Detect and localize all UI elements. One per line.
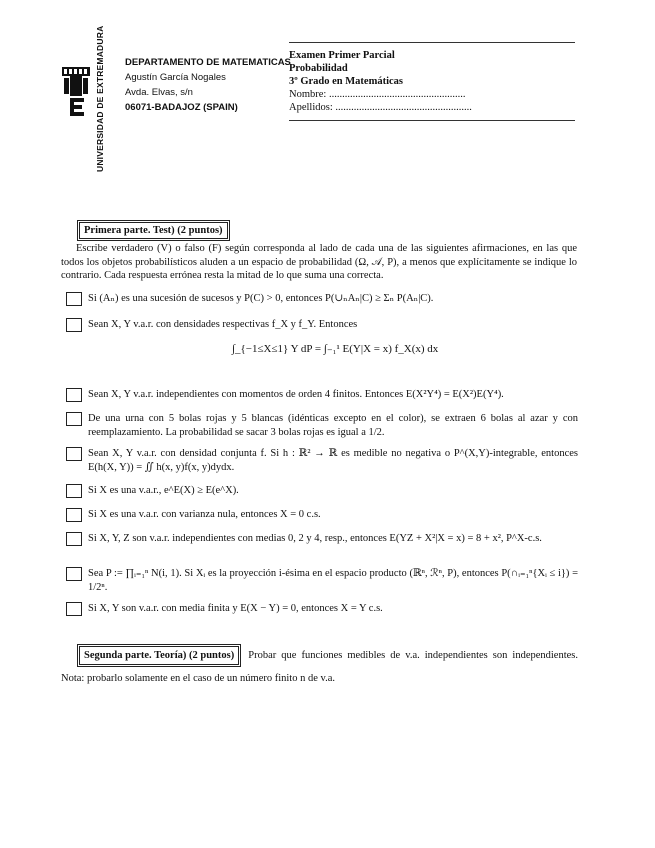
answer-checkbox-8[interactable] [66,532,82,546]
question-6 [66,484,578,498]
question-5 [66,447,578,474]
display-formula: ∫_{−1≤X≤1} Y dP = ∫₋₁¹ E(Y|X = x) f_X(x) dx [232,343,439,355]
question-text-3: Sean X, Y v.a.r. independientes con momentos de orden 4 finitos. Entonces E(X²Y⁴) = E(X²)E(Y⁴). [88,389,504,400]
question-text-5: Sean X, Y v.a.r. con densidad conjunta f. Si h : ℝ² → ℝ es medible no negativa o P^(X,Y)-integrable, entonces E(h(X, Y)) = ∬ h(x, y)f(x, y)dydx. [88,448,578,473]
question-text-10: Si X, Y son v.a.r. con media finita y E(X − Y) = 0, entonces X = Y c.s. [88,603,383,614]
university-name-vertical: UNIVERSIDAD DE EXTREMADURA [95,25,105,172]
part2-title: Segunda parte. Teoría) (2 puntos) [79,646,239,665]
question-3 [66,388,578,402]
question-text-4: De una urna con 5 bolas rojas y 5 blancas (idénticas excepto en el color), se extraen 6 bolas al azar y con reemplazamiento. La probabilidad se sacar 3 bolas rojas es igual a 1/2. [88,413,578,438]
answer-checkbox-7[interactable] [66,508,82,522]
exam-title: Examen Primer Parcial [289,50,395,61]
question-text-9: Sea P := ∏ᵢ₌₁ⁿ N(i, 1). Si Xᵢ es la proyección i-ésima en el espacio producto (ℝⁿ, ℛⁿ, P), entonces P(∩ᵢ₌₁ⁿ{Xᵢ ≤ i}) = 1/2ⁿ. [88,568,578,593]
part2-text: Probar que funciones medibles de v.a. independientes son independientes. Nota: probarlo solamente en el caso de un número finito n de v.a. [61,650,579,684]
part1-title: Primera parte. Test) (2 puntos) [79,222,228,239]
part1-intro: Escribe verdadero (V) o falso (F) según corresponda al lado de cada una de las siguientes afirmaciones, en las que todos los objetos probabilísticos aluden a un espacio de probabilidad (Ω, 𝒜, P), a menos que explícitamente se indique lo contrario. Cada respuesta errónea resta la mitad de lo que suma una correcta. [61,243,577,281]
answer-checkbox-1[interactable] [66,292,82,306]
surname-label: Apellidos: [289,102,333,113]
question-text-8: Si X, Y, Z son v.a.r. independientes con medias 0, 2 y 4, resp., entonces E(YZ + X²|X = x) = 8 + x², P^X-c.s. [88,533,542,544]
department-block [125,55,291,115]
answer-checkbox-10[interactable] [66,602,82,616]
address-city: 06071-BADAJOZ (SPAIN) [125,102,238,113]
exam-info [289,42,575,121]
question-8 [66,532,578,546]
university-logo [62,62,92,118]
question-1 [66,292,578,306]
answer-checkbox-4[interactable] [66,412,82,426]
department-name: DEPARTAMENTO DE MATEMATICAS [125,57,291,68]
question-text-1: Si (Aₙ) es una sucesión de sucesos y P(C) > 0, entonces P(∪ₙAₙ|C) ≥ Σₙ P(Aₙ|C). [88,293,434,304]
surname-field[interactable]: .................................................... [335,102,472,113]
answer-checkbox-6[interactable] [66,484,82,498]
exam-subject: Probabilidad [289,63,348,74]
answer-checkbox-5[interactable] [66,447,82,461]
answer-checkbox-3[interactable] [66,388,82,402]
author-name: Agustín García Nogales [125,72,226,83]
answer-checkbox-2[interactable] [66,318,82,332]
question-10 [66,602,578,616]
answer-checkbox-9[interactable] [66,567,82,581]
question-9 [66,567,578,594]
name-field[interactable]: .................................................... [328,89,466,100]
bottom-rule [289,120,575,121]
question-4 [66,412,578,439]
question-2 [66,318,578,332]
exam-course: 3º Grado en Matemáticas [289,76,403,87]
name-label: Nombre: [289,89,327,100]
question-text-6: Si X es una v.a.r., e^E(X) ≥ E(e^X). [88,485,239,496]
address-street: Avda. Elvas, s/n [125,87,193,98]
question-7 [66,508,578,522]
question-text-7: Si X es una v.a.r. con varianza nula, entonces X = 0 c.s. [88,509,321,520]
part2-block [61,644,578,690]
question-text-2: Sean X, Y v.a.r. con densidades respectivas f_X y f_Y. Entonces [88,319,358,330]
